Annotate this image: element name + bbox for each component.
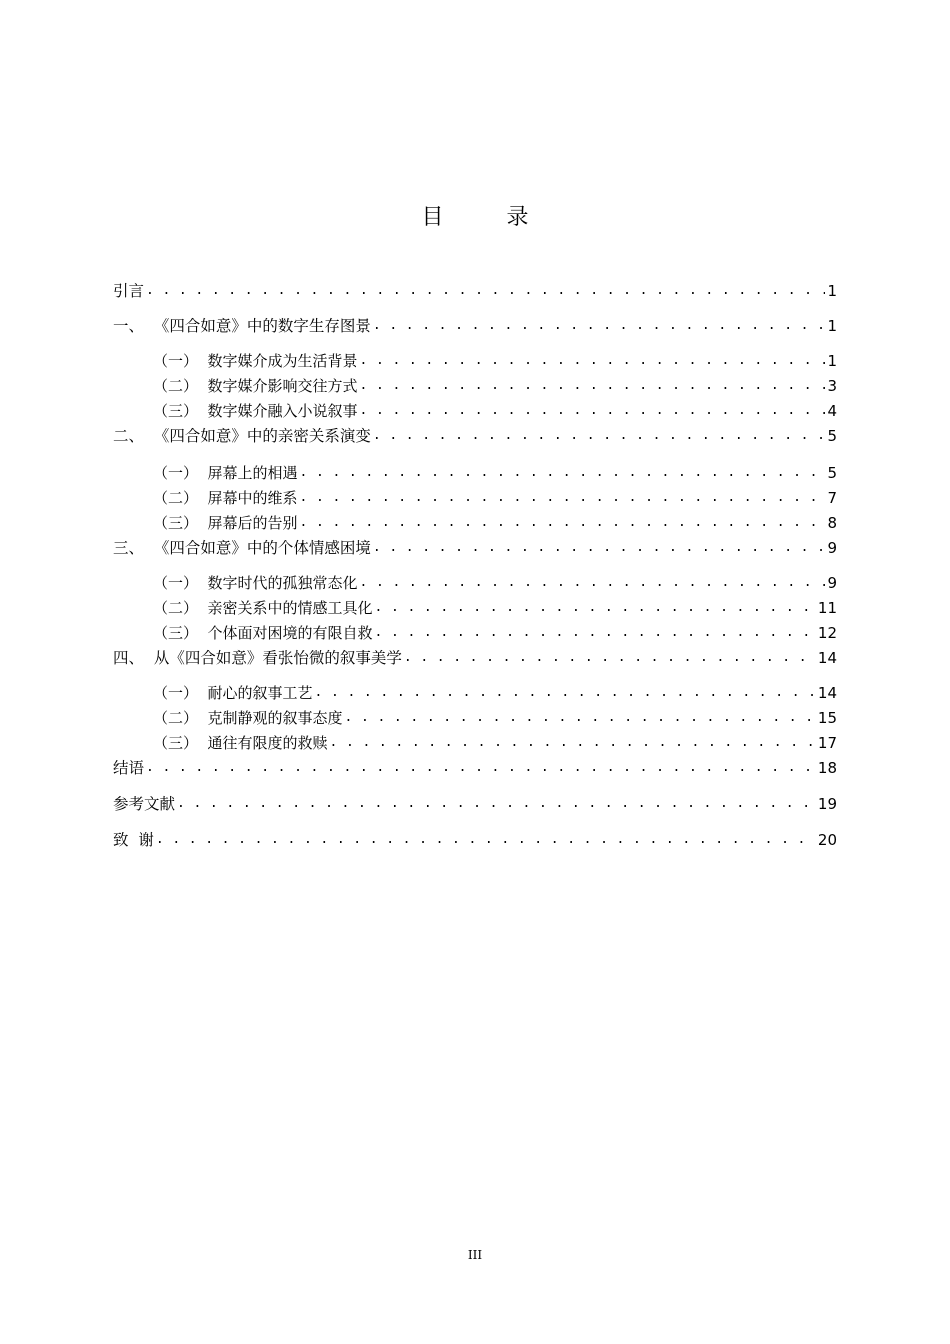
toc-section-entry[interactable] — [113, 315, 837, 337]
toc-entry-page: 9 — [827, 539, 837, 557]
toc-entry-page: 15 — [817, 709, 837, 727]
toc-entry-label: （三） 通往有限度的救赎 — [153, 734, 328, 752]
dot-leader — [375, 597, 816, 619]
toc-entry-page: 11 — [817, 599, 837, 617]
dot-leader — [360, 400, 826, 422]
toc-section-entry[interactable] — [113, 425, 837, 447]
dot-leader — [404, 647, 816, 669]
dot-leader — [375, 622, 816, 644]
toc-subsection-entry[interactable] — [153, 487, 837, 509]
toc-entry-page: 7 — [827, 489, 837, 507]
dot-leader — [373, 425, 826, 447]
toc-section-entry[interactable] — [113, 537, 837, 559]
toc-subsection-entry[interactable] — [153, 597, 837, 619]
toc-section-entry[interactable] — [113, 793, 837, 815]
toc-entry-page: 9 — [827, 574, 837, 592]
toc-section-entry[interactable] — [113, 757, 837, 779]
toc-entry-page: 14 — [817, 684, 837, 702]
toc-subsection-entry[interactable] — [153, 400, 837, 422]
toc-entry-page: 5 — [827, 427, 837, 445]
toc-entry-label: 引言 — [113, 282, 145, 300]
toc-subsection-entry[interactable] — [153, 512, 837, 534]
toc-entry-label: 三、 《四合如意》中的个体情感困境 — [113, 539, 371, 557]
dot-leader — [156, 829, 816, 851]
toc-entry-label: 结语 — [113, 759, 145, 777]
toc-entry-page: 8 — [827, 514, 837, 532]
dot-leader — [360, 375, 826, 397]
dot-leader — [300, 487, 826, 509]
page-number: III — [467, 1248, 483, 1262]
toc-entry-page: 4 — [827, 402, 837, 420]
dot-leader — [373, 315, 826, 337]
toc-entry-label: （一） 耐心的叙事工艺 — [153, 684, 313, 702]
toc-entry-label: （一） 数字时代的孤独常态化 — [153, 574, 358, 592]
dot-leader — [345, 707, 816, 729]
toc-entry-page: 19 — [817, 795, 837, 813]
toc-subsection-entry[interactable] — [153, 622, 837, 644]
dot-leader — [315, 682, 816, 704]
toc-entry-page: 20 — [817, 831, 837, 849]
dot-leader — [360, 572, 826, 594]
toc-section-entry[interactable] — [113, 647, 837, 669]
dot-leader — [330, 732, 816, 754]
dot-leader — [146, 280, 825, 302]
toc-entry-page: 14 — [817, 649, 837, 667]
toc-entry-page: 3 — [827, 377, 837, 395]
toc-entry-label: 致 谢 — [113, 831, 154, 849]
dot-leader — [300, 462, 826, 484]
toc-entry-label: 一、 《四合如意》中的数字生存图景 — [113, 317, 371, 335]
toc-entry-label: 四、 从《四合如意》看张怡微的叙事美学 — [113, 649, 402, 667]
dot-leader — [146, 757, 816, 779]
toc-entry-label: （二） 数字媒介影响交往方式 — [153, 377, 358, 395]
toc-entry-label: （一） 数字媒介成为生活背景 — [153, 352, 358, 370]
toc-entry-label: 二、 《四合如意》中的亲密关系演变 — [113, 427, 371, 445]
toc-entry-label: （一） 屏幕上的相遇 — [153, 464, 298, 482]
toc-entry-label: （二） 克制静观的叙事态度 — [153, 709, 343, 727]
dot-leader — [177, 793, 816, 815]
toc-subsection-entry[interactable] — [153, 375, 837, 397]
toc-subsection-entry[interactable] — [153, 462, 837, 484]
toc-entry-page: 1 — [827, 317, 837, 335]
toc-entry-label: （三） 屏幕后的告别 — [153, 514, 298, 532]
toc-subsection-entry[interactable] — [153, 682, 837, 704]
page-title: 目 录 — [421, 205, 557, 230]
toc-entry-page: 17 — [817, 734, 837, 752]
toc-subsection-entry[interactable] — [153, 572, 837, 594]
toc-entry-page: 12 — [817, 624, 837, 642]
toc-entry-label: （二） 屏幕中的维系 — [153, 489, 298, 507]
toc-subsection-entry[interactable] — [153, 707, 837, 729]
toc-entry-label: （二） 亲密关系中的情感工具化 — [153, 599, 373, 617]
toc-subsection-entry[interactable] — [153, 732, 837, 754]
toc-subsection-entry[interactable] — [153, 350, 837, 372]
toc-entry-page: 5 — [827, 464, 837, 482]
dot-leader — [360, 350, 826, 372]
toc-section-entry[interactable] — [113, 829, 837, 851]
toc-entry-label: （三） 个体面对困境的有限自救 — [153, 624, 373, 642]
toc-entry-page: 18 — [817, 759, 837, 777]
toc-entry-label: （三） 数字媒介融入小说叙事 — [153, 402, 358, 420]
toc-entry-page: 1 — [827, 352, 837, 370]
toc-entry-label: 参考文献 — [113, 795, 176, 813]
toc-section-entry[interactable] — [113, 280, 837, 302]
dot-leader — [300, 512, 826, 534]
dot-leader — [373, 537, 826, 559]
toc-entry-page: 1 — [827, 282, 837, 300]
